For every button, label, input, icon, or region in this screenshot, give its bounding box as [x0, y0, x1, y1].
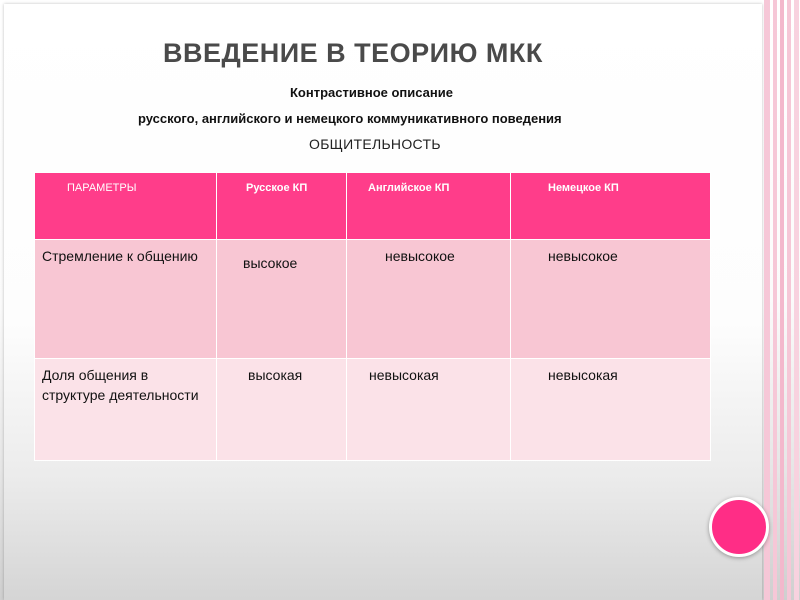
table-header-row	[35, 173, 711, 240]
english-value-cell	[347, 240, 511, 359]
subtitle-line-2: русского, английского и немецкого коммуникативного поведения	[138, 111, 562, 126]
decorative-stripe	[780, 0, 784, 600]
decorative-stripes	[762, 0, 800, 600]
decorative-stripe	[794, 0, 799, 600]
decorative-pink-circle	[709, 497, 769, 557]
parameter-label: Доля общения в структуре деятельности	[42, 367, 199, 403]
parameter-label: Стремление к общению	[42, 248, 198, 264]
parameter-cell	[35, 240, 217, 359]
header-cell-german	[511, 173, 711, 240]
header-label-parameters: ПАРАМЕТРЫ	[67, 182, 137, 194]
german-value: невысокое	[548, 248, 618, 264]
header-label-russian: Русское КП	[246, 182, 308, 194]
russian-value-cell	[217, 359, 347, 461]
header-cell-english	[347, 173, 511, 240]
header-cell-parameters	[35, 173, 217, 240]
russian-value-cell	[217, 240, 347, 359]
german-value: невысокая	[548, 367, 618, 383]
table-row	[35, 240, 711, 359]
header-label-english: Английское КП	[368, 182, 450, 194]
subtitle-line-3: ОБЩИТЕЛЬНОСТЬ	[309, 136, 441, 152]
decorative-stripe	[764, 0, 770, 600]
english-value: невысокая	[369, 367, 439, 383]
slide-title: ВВЕДЕНИЕ В ТЕОРИЮ МКК	[163, 38, 543, 68]
english-value-cell	[347, 359, 511, 461]
subtitle-line-1: Контрастивное описание	[290, 85, 453, 100]
english-value: невысокое	[385, 248, 455, 264]
decorative-stripe	[787, 0, 791, 600]
header-label-german: Немецкое КП	[548, 182, 619, 194]
parameters-table	[34, 172, 711, 461]
german-value-cell	[511, 359, 711, 461]
russian-value: высокая	[248, 367, 303, 383]
table-row	[35, 359, 711, 461]
parameter-cell	[35, 359, 217, 461]
decorative-stripe	[773, 0, 777, 600]
header-cell-russian	[217, 173, 347, 240]
german-value-cell	[511, 240, 711, 359]
russian-value: высокое	[243, 255, 298, 271]
